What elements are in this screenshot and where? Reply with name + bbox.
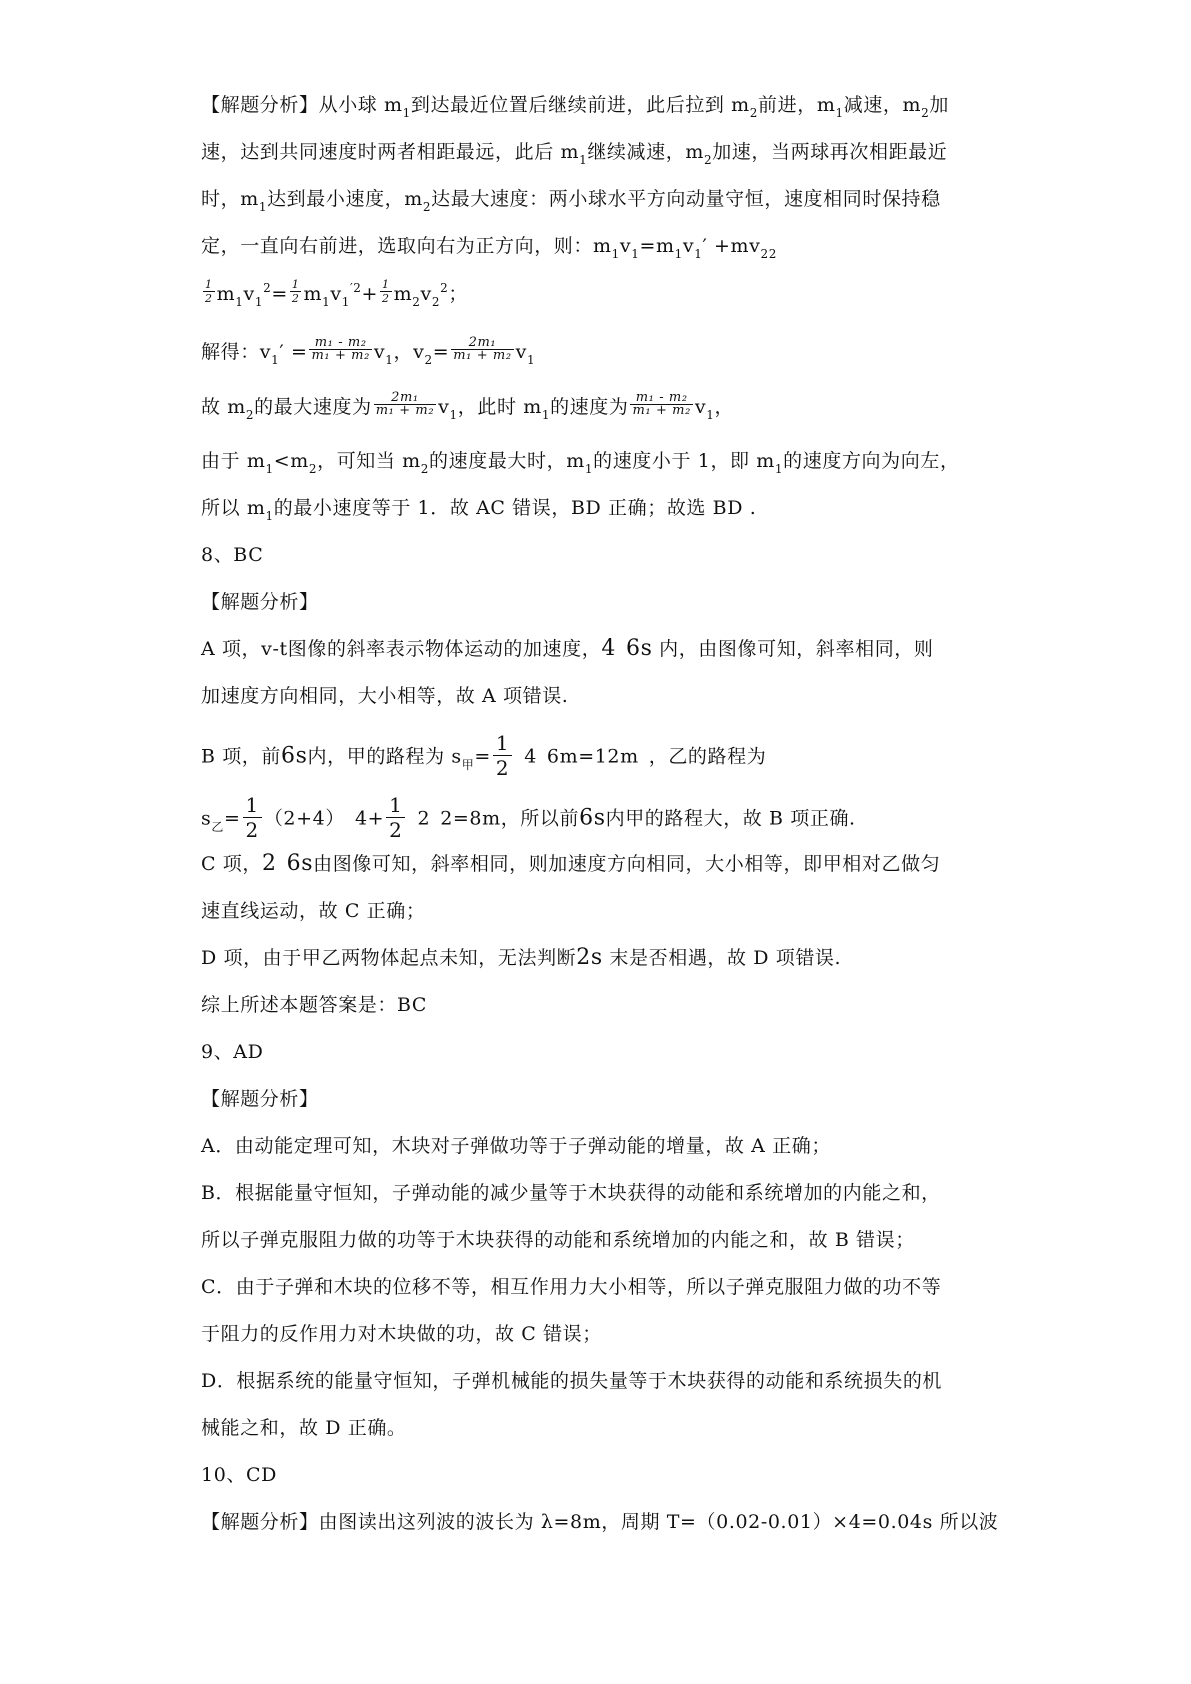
text-line: 时，$m_1$达到最小速度，$m_2$达最大速度：两小球水平方向动量守恒，速度相同时保持稳 <box>201 188 941 214</box>
text-line: 速，达到共同速度时两者相距最远，此后 $m_1$继续减速，$m_2$加速，当两球再次相距最近 <box>201 141 948 167</box>
text-line: 【解题分析】由图读出这列波的波长为 λ=8m，周期 T=（0.02-0.01）×4=0.04s 所以波 <box>201 1511 999 1533</box>
answer-8: 8、BC <box>201 544 264 566</box>
fraction: $\frac{\text{m₁ - m₂}}{\text{m₁ + m₂}}$ <box>632 389 691 418</box>
text-line: C 项，2 6s由图像可知，斜率相同，则加速度方向相同，大小相等，即甲相对乙做匀 <box>201 851 941 876</box>
text-line: 速直线运动，故 C 正确； <box>201 900 426 922</box>
energy-equation-line: $\frac{1}{2}$ $m_1v_1^2=$ $\frac{1}{2}$ $m_1v_1^{'2}+$ $\frac{1}{2}$ $m_2v_2^2$； <box>205 277 468 309</box>
fraction: $\frac{\text{2m₁}}{\text{m₁ + m₂}}$ <box>375 389 435 418</box>
momentum-equation-line: 定，一直向右前进，选取向右为正方向，则：$m_1v_1=m_1v_1' +mv_{22}$ <box>201 235 777 261</box>
text-line: 所以 $m_1$的最小速度等于 1．故 AC 错误，BD 正确；故选 BD . <box>201 497 757 523</box>
fraction: $\frac{1}{2}$ <box>386 793 405 842</box>
text-line: D．根据系统的能量守恒知，子弹机械能的损失量等于木块获得的动能和系统损失的机 <box>201 1370 943 1392</box>
fraction: $\frac{\text{m₁ - m₂}}{\text{m₁ + m₂}}$ <box>311 334 370 363</box>
fraction: $\frac{1}{2}$ <box>493 731 512 780</box>
text-line: A．由动能定理可知，木块对子弹做功等于子弹动能的增量，故 A 正确； <box>201 1135 831 1157</box>
text-line: 故 $m_2$的最大速度为 $\frac{\text{2m₁}}{\text{m₁ + m₂}}$ $v_1$，此时 $m_1$的速度为 $\frac{\text{m₁ - m₂}}{\text{m₁ + m₂}}$ $v_1$， <box>201 389 735 422</box>
text-line: 械能之和，故 D 正确。 <box>201 1417 407 1439</box>
text-line: 加速度方向相同，大小相等，故 A 项错误. <box>201 685 569 707</box>
analysis-heading: 【解题分析】 <box>201 591 319 613</box>
text-line: 【解题分析】从小球 $m_1$到达最近位置后继续前进，此后拉到 $m_2$前进，$m_1$减速，$m_2$加 <box>201 94 949 120</box>
path-yi-line: $s_乙=$ $\frac{1}{2}$ （2+4） 4+ $\frac{1}{2}$ 2 2=8m，所以前6s内甲的路程大，故 B 项正确. <box>201 793 856 842</box>
fraction: $\frac{1}{2}$ <box>291 277 300 305</box>
text-line: 由于 $m_1<m_2$，可知当 $m_2$的速度最大时，$m_1$的速度小于 1，即 $m_1$的速度方向为向左， <box>201 450 960 476</box>
text-line: A 项，v-t图像的斜率表示物体运动的加速度，4 6s 内，由图像可知，斜率相同，则 <box>201 636 934 661</box>
analysis-heading: 【解题分析】 <box>201 1088 319 1110</box>
text-line: 所以子弹克服阻力做的功等于木块获得的动能和系统增加的内能之和，故 B 错误； <box>201 1229 915 1251</box>
solution-line: 解得：$v_1'$ = $\frac{\text{m₁ - m₂}}{\text{m₁ + m₂}}$ $v_1$，$v_2=$ $\frac{\text{2m₁}}{\text{m₁ + m₂}}$ $v_1$ <box>201 334 536 367</box>
fraction: $\frac{1}{2}$ <box>382 277 390 305</box>
summary-line: 综上所述本题答案是：BC <box>201 994 428 1016</box>
text-line: D 项，由于甲乙两物体起点未知，无法判断2s 末是否相遇，故 D 项错误. <box>201 945 842 970</box>
text-line: B．根据能量守恒知，子弹动能的减少量等于木块获得的动能和系统增加的内能之和， <box>201 1182 941 1204</box>
text-line: C．由于子弹和木块的位移不等，相互作用力大小相等，所以子弹克服阻力做的功不等 <box>201 1276 942 1298</box>
fraction: $\frac{1}{2}$ <box>205 277 213 305</box>
answer-9: 9、AD <box>201 1041 264 1063</box>
fraction: $\frac{\text{2m₁}}{\text{m₁ + m₂}}$ <box>453 334 512 363</box>
answer-10: 10、CD <box>201 1464 277 1486</box>
path-jia-line: B 项，前6s内，甲的路程为 $s_甲=$ $\frac{1}{2}$ 4 6m=12m ，乙的路程为 <box>201 731 767 780</box>
fraction: $\frac{1}{2}$ <box>243 793 262 842</box>
text-line: 于阻力的反作用力对木块做的功，故 C 错误； <box>201 1323 602 1345</box>
